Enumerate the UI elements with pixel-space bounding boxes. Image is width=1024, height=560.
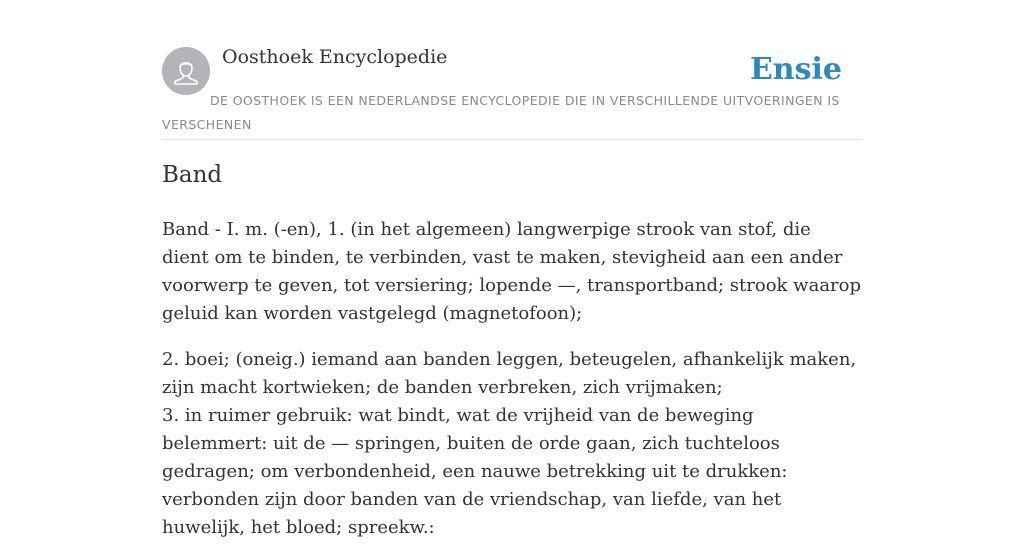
page-container [162,0,862,538]
article-paragraph [162,346,862,542]
definition-line: 2. boei; (oneig.) iemand aan banden leggen, beteugelen, afhankelijk maken, zijn macht kortwieken; de banden verbreken, zich vrijmaken; [162,349,857,398]
site-name-link[interactable]: Oosthoek Encyclopedie [222,46,448,68]
ensie-logo[interactable]: Ensie [749,52,842,87]
site-tagline: DE OOSTHOEK IS EEN NEDERLANDSE ENCYCLOPEDIE DIE IN VERSCHILLENDE UITVOERINGEN IS VERSCHENEN [162,93,840,132]
user-icon[interactable] [162,47,210,95]
definition-line: 3. in ruimer gebruik: wat bindt, wat de vrijheid van de beweging belemmert: uit de — springen, buiten de orde gaan, zich tuchteloos gedragen; om verbondenheid, een nauwe betrekking uit te drukken: verbonden zijn door banden van de vriendschap, van liefde, van het huwelijk, het bloed; spreekw.: [162,405,788,538]
article-paragraph: Band - I. m. (-en), 1. (in het algemeen) langwerpige strook van stof, die dient om te binden, te verbinden, vast te maken, stevigheid aan een ander voorwerp te geven, tot versiering; lopende —, transportband; strook waarop geluid kan worden vastgelegd (magnetofoon); [162,219,862,324]
article-body [162,216,862,560]
article-title: Band [162,162,223,188]
site-header [162,0,862,140]
